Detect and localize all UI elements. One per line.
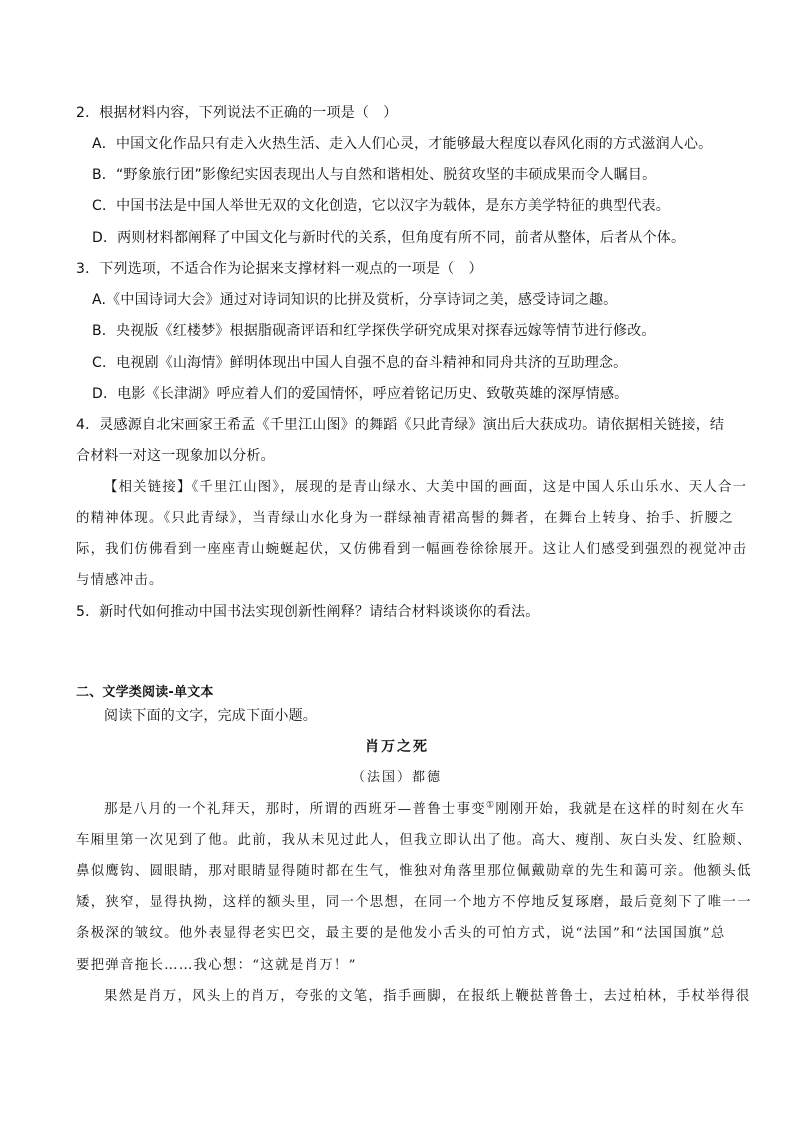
question-3-option-b: B．央视版《红楼梦》根据脂砚斋评语和红学探佚学研究成果对探春远嫁等情节进行修改。: [92, 323, 656, 339]
footnote-marker: ①: [485, 800, 496, 811]
related-link-line: 的精神体现。《只此青绿》，当青绿山水化身为一群绿袖青裙高髻的舞者，在舞台上转身、抬手、折腰之: [76, 511, 734, 526]
question-2-option-a: A．中国文化作品只有走入火热生活、走入人们心灵，才能够最大程度以春风化雨的方式滋润人心。: [92, 136, 713, 152]
related-link-line: 际，我们仿佛看到一座座青山蜿蜒起伏，又仿佛看到一幅画卷徐徐展开。这让人们感受到强烈的视觉冲击: [76, 542, 748, 557]
story-line: 车厢里第一次见到了他。此前，我从未见过此人，但我立即认出了他。高大、瘦削、灰白头发、红脸颊、: [76, 833, 752, 848]
question-2-option-b: B．“野象旅行团”影像纪实因表现出人与自然和谐相处、脱贫攻坚的丰硕成果而令人瞩目。: [92, 167, 657, 183]
story-line: 矮，狭窄，显得执拗，这样的额头里，同一个思想，在同一个地方不停地反复琢磨，最后竟刻下了唯一一: [76, 895, 752, 910]
question-3-option-c: C．电视剧《山海情》鲜明体现出中国人自强不息的奋斗精神和同舟共济的互助理念。: [92, 355, 628, 371]
story-line: 鼻似鹰钩、圆眼睛，那对眼睛显得随时都在生气，惟独对角落里那位佩戴勋章的先生和蔼可亲。他额头低: [76, 864, 752, 879]
story-line: 果然是肖万，风头上的肖万，夸张的文笔，指手画脚，在报纸上鞭挞普鲁士，去过柏林，手杖举得很: [104, 989, 751, 1004]
story-line: [104, 801, 745, 819]
story-text: 刚刚开始，我就是在这样的时刻在火车: [495, 802, 746, 817]
question-5-stem: 5．新时代如何推动中国书法实现创新性阐释？请结合材料谈谈你的看法。: [76, 604, 540, 620]
question-4-stem-line: 合材料一对这一现象加以分析。: [76, 448, 275, 464]
related-link-line: 【相关链接】《千里江山图》，展现的是青山绿水、大美中国的画面，这是中国人乐山乐水、天人合一: [104, 480, 748, 495]
question-3-stem: 3．下列选项，不适合作为论据来支撑材料一观点的一项是（ ）: [76, 261, 483, 277]
story-line: 要把弹音拖长……我心想：“这就是肖万！”: [76, 958, 357, 973]
story-line: 条极深的皱纹。他外表显得老实巴交，最主要的是他发小舌头的可怕方式，说“法国”和“法国国旗”总: [76, 926, 726, 941]
question-4-stem-line: 4．灵感源自北宋画家王希孟《千里江山图》的舞蹈《只此青绿》演出后大获成功。请依据相关链接，结: [76, 417, 725, 433]
question-3-option-d: D．电影《长津湖》呼应着人们的爱国情怀，呼应着铭记历史、致敬英雄的深厚情感。: [92, 386, 629, 402]
story-title: 肖万之死: [365, 739, 429, 755]
section-heading: 二、文学类阅读-单文本: [76, 685, 214, 700]
related-link-line: 与情感冲击。: [76, 573, 164, 588]
section-instruction: 阅读下面的文字，完成下面小题。: [104, 708, 317, 724]
question-3-option-a: A.《中国诗词大会》通过对诗词知识的比拼及赏析，分享诗词之美，感受诗词之趣。: [92, 292, 618, 308]
story-text: 那是八月的一个礼拜天，那时，所谓的西班牙—普鲁士事变: [104, 802, 486, 817]
question-2-stem: 2．根据材料内容，下列说法不正确的一项是（ ）: [76, 105, 398, 121]
question-2-option-d: D．两则材料都阐释了中国文化与新时代的关系，但角度有所不同，前者从整体，后者从个体。: [92, 230, 686, 246]
story-author: （法国）都德: [351, 770, 442, 785]
question-2-option-c: C．中国书法是中国人举世无双的文化创造，它以汉字为载体，是东方美学特征的典型代表。: [92, 198, 670, 214]
